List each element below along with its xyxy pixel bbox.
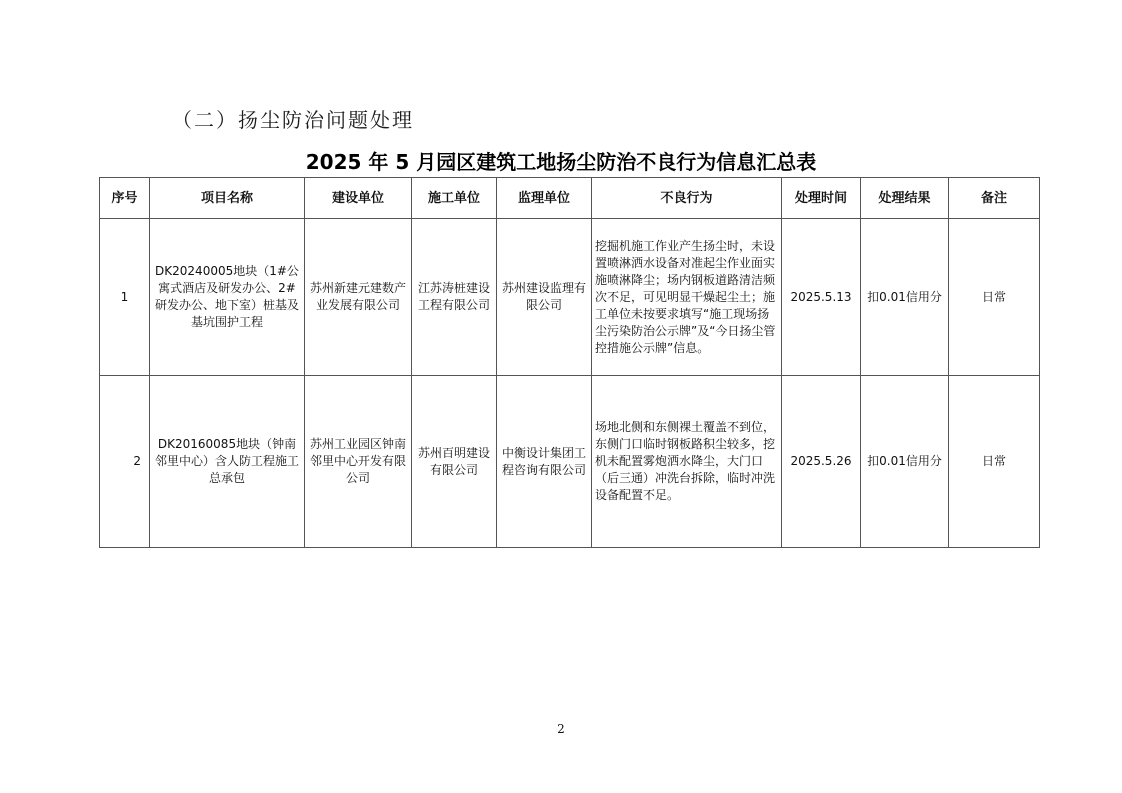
table-header-row — [100, 178, 1040, 219]
table-title: 2025 年 5 月园区建筑工地扬尘防治不良行为信息汇总表 — [305, 150, 817, 174]
cell-project: DK20160085地块（钟南邻里中心）含人防工程施工总承包 — [150, 376, 305, 548]
violation-summary-table — [99, 177, 1040, 548]
cell-builder: 苏州新建元建数产业发展有限公司 — [305, 219, 412, 376]
cell-supervisor: 苏州建设监理有限公司 — [497, 219, 592, 376]
cell-result: 扣0.01信用分 — [861, 376, 949, 548]
cell-date: 2025.5.26 — [782, 376, 861, 548]
cell-contractor: 江苏涛桩建设工程有限公司 — [412, 219, 497, 376]
cell-remark: 日常 — [949, 376, 1040, 548]
header-date: 处理时间 — [782, 178, 861, 219]
cell-project: DK20240005地块（1#公寓式酒店及研发办公、2#研发办公、地下室）桩基及基坑围护工程 — [150, 219, 305, 376]
header-builder: 建设单位 — [305, 178, 412, 219]
cell-builder: 苏州工业园区钟南邻里中心开发有限公司 — [305, 376, 412, 548]
table-row — [100, 376, 1040, 548]
header-result: 处理结果 — [861, 178, 949, 219]
cell-violation: 场地北侧和东侧裸土覆盖不到位，东侧门口临时钢板路积尘较多，挖机未配置雾炮洒水降尘，大门口（后三通）冲洗台拆除，临时冲洗设备配置不足。 — [592, 376, 782, 548]
cell-date: 2025.5.13 — [782, 219, 861, 376]
header-index: 序号 — [100, 178, 150, 219]
cell-index: 2 — [100, 376, 150, 548]
cell-supervisor: 中衡设计集团工程咨询有限公司 — [497, 376, 592, 548]
header-remark: 备注 — [949, 178, 1040, 219]
cell-index: 1 — [100, 219, 150, 376]
cell-result: 扣0.01信用分 — [861, 219, 949, 376]
header-contractor: 施工单位 — [412, 178, 497, 219]
header-supervisor: 监理单位 — [497, 178, 592, 219]
cell-contractor: 苏州百明建设有限公司 — [412, 376, 497, 548]
cell-violation: 挖掘机施工作业产生扬尘时，未设置喷淋洒水设备对准起尘作业面实施喷淋降尘；场内钢板道路清洁频次不足，可见明显干燥起尘土；施工单位未按要求填写“施工现场扬尘污染防治公示牌”及“今日扬尘管控措施公示牌”信息。 — [592, 219, 782, 376]
table-row — [100, 219, 1040, 376]
header-violation: 不良行为 — [592, 178, 782, 219]
section-heading: （二）扬尘防治问题处理 — [172, 108, 414, 132]
header-project: 项目名称 — [150, 178, 305, 219]
page-number: 2 — [557, 722, 565, 736]
cell-remark: 日常 — [949, 219, 1040, 376]
